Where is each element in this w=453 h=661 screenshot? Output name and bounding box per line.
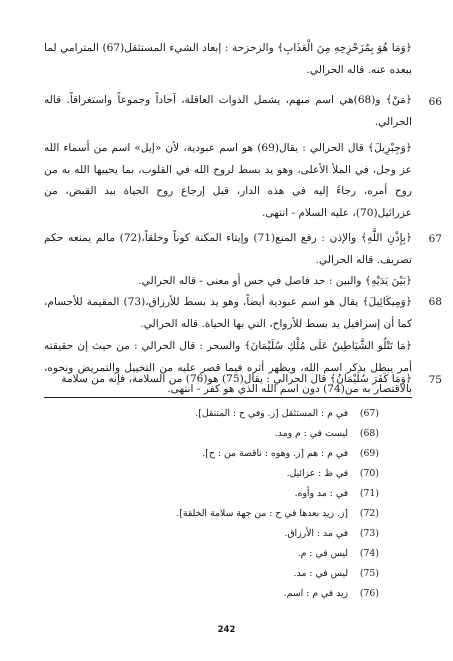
footnote <box>202 447 379 461</box>
footnote-number: (73) <box>359 528 379 539</box>
footnote-number: (71) <box>359 488 379 499</box>
footnote-number: (68) <box>359 428 379 439</box>
footnote-number: (72) <box>359 508 379 519</box>
footnote-divider <box>44 397 412 398</box>
footnote-text: في ظ : عزائيل. <box>286 468 349 479</box>
paragraph-text: ﴿وَمِيكَائِيلَ﴾ يقال هو اسم عبودية أيضاً، وهو يد بسط للأرزاق،(73) المقيمة للأجسام، كما أن إسرافيل يد بسط للأرواح، التي بها الحياة. قاله الحرالي. <box>44 296 412 330</box>
verse-line-number: 66 <box>428 96 442 108</box>
commentary-paragraph <box>44 228 412 271</box>
footnote-number: (69) <box>359 448 379 459</box>
footnote-text: ليس في : م. <box>297 548 349 559</box>
footnote-text: في مد : الأرزاق. <box>284 528 349 539</box>
footnote-number: (76) <box>359 588 379 599</box>
verse-line-number: 75 <box>428 374 442 386</box>
footnote-text: [ز. زيد بعدها في ح : من جهة سلامة الخلقة]. <box>176 508 349 519</box>
footnote <box>284 587 379 601</box>
paragraph-text: ﴿بَيْنَ يَدَيْهِ﴾ والبين : حد فاصل في حس أو معنى - قاله الحرالي. <box>138 275 412 287</box>
footnote <box>298 547 379 561</box>
paragraph-text: ﴿وَمَا هُوَ بِمُزَحْزِحِهِ مِنَ الْعَذَابِ﴾ والزحزحة : إبعاد الشيء المستثقل(67) المترامي لما يبعده عنه. قاله الحرالي. <box>44 42 413 76</box>
paragraph-text: ﴿مَا تَتْلُو الشَّيَاطِينُ عَلَى مُلْكِ سُلَيْمَانَ﴾ والسحر : قال الحرالي : من حيث إن حقيقته أمر يبطل بذكر اسم الله، ويظهر أثره فيما قصر عليه من التخييل والتمريض ونحوه، بالاقتصار به من(74) دون اسم الله الذي هو كفر - انتهى. <box>44 340 412 395</box>
commentary-paragraph <box>44 90 412 133</box>
footnote-text: في م : المستثقل [ز. وفي ح : المتنقل]. <box>195 408 349 419</box>
footnote <box>284 527 379 541</box>
footnote <box>294 567 379 581</box>
verse-line-number: 68 <box>428 296 442 308</box>
page-number: 242 <box>217 625 236 635</box>
paragraph-text: ﴿وَمَا كَفَرَ سُلَيْمَانُ﴾ قال الحرالي : يقال(75) هو(76) من السلامة، فإنه من سلامة <box>61 373 412 385</box>
footnote-text: في : مد وأوه. <box>294 488 349 499</box>
paragraph-text: ﴿وَجِبْرِيلَ﴾ قال الحرالي : يقال(69) هو اسم عبودية، لأن «إيل» اسم من أسماء الله عز وجل، في الملأ الأعلى، وهو يد بسط لروح الله في القلوب، بما يحييها الله به من روح أمره، رجاءً إليه في هذه الدار، قبل إرجاع روح الحياة بيد القبض، من عزرائيل(70)، عليه السلام - انتهى. <box>44 142 412 219</box>
commentary-paragraph <box>44 138 412 224</box>
footnote <box>275 427 379 441</box>
footnote <box>295 487 379 501</box>
footnote-number: (75) <box>359 568 379 579</box>
footnote <box>176 507 379 521</box>
paragraph-text: ﴿مَنْ﴾ و(68)هي اسم مبهم، يشمل الذوات العاقلة، آحاداً وجموعاً واستغراقاً. قاله الحرالي. <box>44 94 412 128</box>
verse-line-number: 67 <box>428 233 442 245</box>
footnote-number: (74) <box>359 548 379 559</box>
commentary-paragraph <box>44 271 412 293</box>
footnote <box>195 407 379 421</box>
commentary-paragraph <box>44 38 412 81</box>
commentary-paragraph <box>44 369 412 391</box>
footnote-text: ليست في : م ومد. <box>274 428 349 439</box>
footnote-text: ليس في : مد. <box>293 568 349 579</box>
footnote-number: (67) <box>359 408 379 419</box>
commentary-paragraph <box>44 292 412 335</box>
paragraph-text: ﴿بِإِذْنِ اللَّهِ﴾ والإذن : رفع المنع(71) وإيتاء المكنة كوناً وخلقاً،(72) مالم يمنعه حكم تصريف. قاله الحرالي. <box>44 232 412 266</box>
footnote-text: في م : هم [ز. وهوه : ناقصة من : ح]. <box>202 448 349 459</box>
footnote <box>287 467 379 481</box>
footnote-number: (70) <box>359 468 379 479</box>
footnote-text: زيد في م : اسم. <box>283 588 349 599</box>
